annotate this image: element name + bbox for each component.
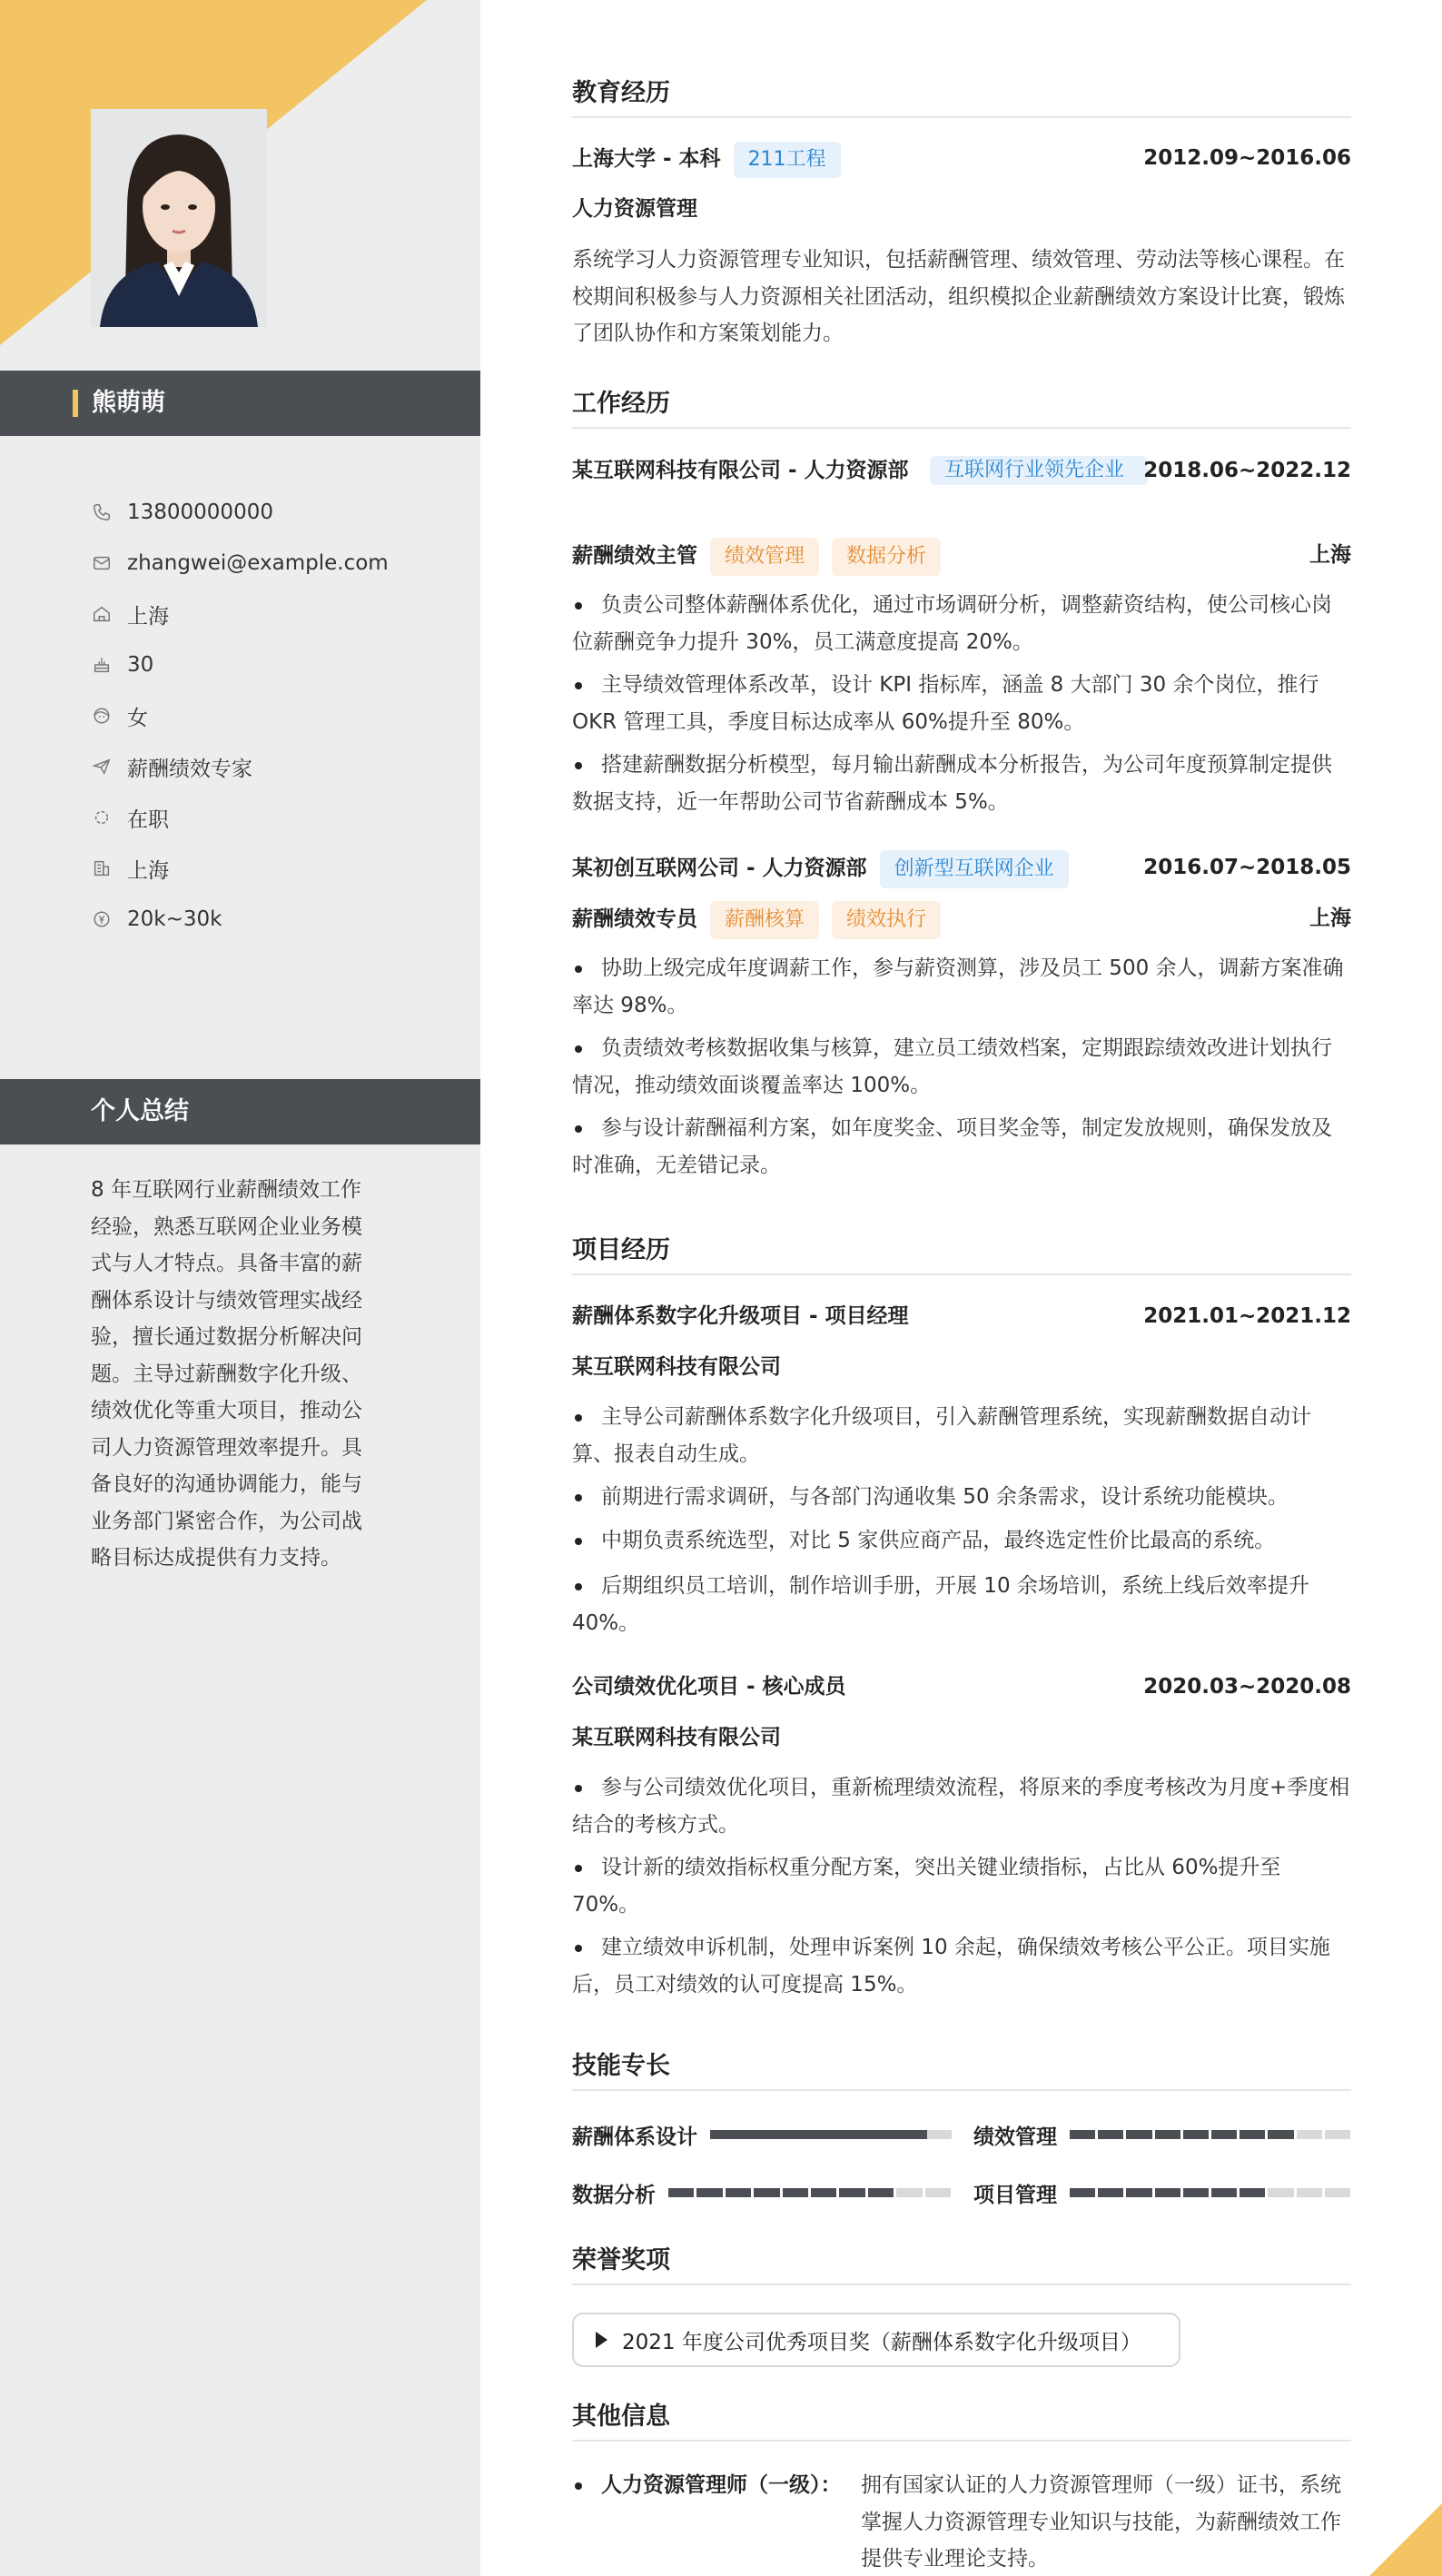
name-bar [0,371,480,436]
mail-icon [91,552,113,574]
education-title: 教育经历 [572,73,1351,118]
list-item-text: 设计新的绩效指标权重分配方案，突出关键业绩指标，占比从 60%提升至 70%。 [572,1856,1281,1917]
bullet-dot [575,762,582,769]
cake-icon [91,654,113,676]
list-item [572,950,1351,1024]
bullet-dot [575,1945,582,1952]
job-company-line [572,850,1069,888]
skill-item [572,2120,952,2149]
phone-icon [91,501,113,523]
skill-item [973,2120,1353,2149]
bullet-dot [575,1494,582,1501]
info-phone [91,487,389,538]
building-icon [91,857,113,879]
education-major: 人力资源管理 [572,197,697,221]
education-date: 2012.09~2016.06 [1143,146,1351,170]
list-item [572,587,1351,660]
skill-level-bar [1070,2130,1353,2139]
job-header [572,452,1351,525]
education-desc: 系统学习人力资源管理专业知识，包括薪酬管理、绩效管理、劳动法等核心课程。在校期间积极参与人力资源相关社团活动，组织模拟企业薪酬绩效方案设计比赛，锻炼了团队协作和方案策划能力。 [572,248,1345,345]
job-company: 某初创互联网公司 - 人力资源部 [572,857,867,880]
list-item-text: 建立绩效申诉机制，处理申诉案例 10 余起，确保绩效考核公平公正。项目实施后，员工对绩效的认可度提高 15%。 [572,1936,1330,1996]
bullet-dot [575,1865,582,1872]
list-item-text: 负责绩效考核数据收集与核算，建立员工绩效档案，定期跟踪绩效改进计划执行情况，推动绩效面谈覆盖率达 100%。 [572,1036,1332,1097]
candidate-name: 熊萌萌 [92,389,165,417]
info-location [91,589,389,639]
list-item-text: 参与公司绩效优化项目，重新梳理绩效流程，将原来的季度考核改为月度+季度相结合的考核方式。 [572,1776,1350,1837]
job-role-tag: 薪酬核算 [710,901,819,939]
summary-title: 个人总结 [91,1097,189,1125]
education-header [572,142,1351,174]
list-item [572,1479,1351,1516]
summary-text: 8 年互联网行业薪酬绩效工作经验，熟悉互联网企业业务模式与人才特点。具备丰富的薪酬体系设计与绩效管理实战经验，擅长通过数据分析解决问题。主导过薪酬数字化升级、绩效优化等重大项目，推动公司人力资源管理效率提升。具备良好的沟通协调能力，能与业务部门紧密合作，为公司战略目标达成提供有力支持。 [91,1178,362,1570]
bullet-dot [575,1045,582,1053]
education-tag: 211工程 [734,142,841,178]
info-location-value: 上海 [127,604,169,629]
list-item-text: 中期负责系统选型，对比 5 家供应商产品，最终选定性价比最高的系统。 [601,1529,1276,1552]
skill-name: 绩效管理 [973,2125,1057,2149]
bullet-dot [575,1125,582,1133]
job-role: 薪酬绩效主管 [572,544,697,568]
list-item [572,1030,1351,1104]
bullet-dot [575,602,582,609]
list-item-text: 后期组织员工培训，制作培训手册，开展 10 余场培训，系统上线后效率提升 40%。 [572,1574,1309,1635]
education-school: 上海大学 - 本科 [572,147,721,171]
face-icon [91,705,113,727]
list-item [572,1399,1351,1472]
info-age-value: 30 [127,653,154,677]
bullet-dot [575,1414,582,1422]
contact-info-list [91,487,389,945]
skills-title: 技能专长 [572,2046,1351,2091]
skill-level-bar [1070,2188,1353,2197]
project-name: 公司绩效优化项目 - 核心成员 [572,1675,846,1699]
other-value: 拥有国家认证的人力资源管理师（一级）证书，系统掌握人力资源管理专业知识与技能，为薪酬绩效工作提供专业理论支持。 [861,2473,1341,2571]
info-city [91,843,389,894]
job-role-wrap [572,538,941,576]
project-header [572,1299,1351,1333]
bullet-dot [575,1538,582,1545]
honors-title: 荣誉奖项 [572,2240,1351,2285]
list-item [572,667,1351,740]
skill-level-bar [668,2188,953,2197]
expand-triangle-icon [596,2332,607,2348]
work-title: 工作经历 [572,383,1351,429]
list-item-text: 主导绩效管理体系改革，设计 KPI 指标库，涵盖 8 大部门 30 余个岗位，推行 OKR 管理工具，季度目标达成率从 60%提升至 80%。 [572,673,1319,734]
name-accent-bar [73,390,78,417]
send-icon [91,756,113,778]
list-item-text: 负责公司整体薪酬体系优化，通过市场调研分析，调整薪资结构，使公司核心岗位薪酬竞争力提升 30%，员工满意度提高 20%。 [572,593,1332,654]
info-city-value: 上海 [127,858,169,883]
bullet-dot [575,966,582,973]
job-city: 上海 [1309,907,1351,930]
project-company: 某互联网科技有限公司 [572,1355,781,1379]
decorative-corner [1369,2503,1442,2576]
award-text: 2021 年度公司优秀项目奖（薪酬体系数字化升级项目） [622,2330,1141,2354]
job-tag: 互联网行业领先企业 [930,456,1148,485]
job-role-tag: 数据分析 [832,538,941,576]
list-item [572,1929,1351,2003]
list-item [572,1849,1351,1923]
bullet-dot [575,682,582,689]
home-icon [91,603,113,625]
info-salary [91,894,389,945]
info-email-value: zhangwei@example.com [127,551,389,575]
salary-icon [91,908,113,930]
skill-item [973,2178,1353,2207]
info-position [91,741,389,792]
list-item [572,1522,1351,1560]
list-item-text: 主导公司薪酬体系数字化升级项目，引入薪酬管理系统，实现薪酬数据自动计算、报表自动生成。 [572,1405,1311,1466]
job-role-tag: 绩效执行 [832,901,941,939]
skill-item [572,2178,953,2207]
info-gender-value: 女 [127,706,148,730]
job-role-tag: 绩效管理 [710,538,819,576]
skill-segments [668,2188,953,2197]
skill-name: 项目管理 [973,2183,1057,2207]
job-role-line [572,901,1351,936]
list-item-text: 搭建薪酬数据分析模型，每月输出薪酬成本分析报告，为公司年度预算制定提供数据支持，近一年帮助公司节省薪酬成本 5%。 [572,753,1332,814]
info-phone-value: 13800000000 [127,500,273,524]
info-gender [91,690,389,741]
project-date: 2021.01~2021.12 [1143,1304,1351,1328]
job-header [572,850,1351,885]
info-age [91,639,389,690]
bullet-dot [575,1785,582,1792]
skill-segments [1070,2188,1353,2197]
project-name: 薪酬体系数字化升级项目 - 项目经理 [572,1304,909,1328]
info-email [91,538,389,589]
job-role-wrap [572,901,941,939]
avatar [91,109,267,327]
job-role-line [572,538,1351,572]
job-company: 某互联网科技有限公司 - 人力资源部 [572,459,909,482]
list-item-text: 协助上级完成年度调薪工作，参与薪资测算，涉及员工 500 余人，调薪方案准确率达 98%。 [572,956,1344,1017]
skill-level-fill [710,2130,927,2139]
project-company: 某互联网科技有限公司 [572,1726,781,1749]
job-date: 2016.07~2018.05 [1143,856,1351,879]
award-item[interactable] [572,2313,1180,2367]
education-school-line [572,142,841,178]
other-key: 人力资源管理师（一级）： [601,2473,842,2497]
project-header [572,1669,1351,1704]
summary-header [0,1079,480,1144]
skill-segments [1070,2130,1353,2139]
list-item [572,747,1351,820]
other-title: 其他信息 [572,2396,1351,2442]
job-date: 2018.06~2022.12 [1143,459,1351,482]
list-item-text: 前期进行需求调研，与各部门沟通收集 50 余条需求，设计系统功能模块。 [601,1485,1289,1509]
job-city: 上海 [1309,543,1351,567]
skill-level-bar [710,2130,952,2139]
bullet-dot [575,2482,582,2490]
list-item [572,1110,1351,1184]
info-status-value: 在职 [127,807,169,832]
project-date: 2020.03~2020.08 [1143,1675,1351,1699]
job-tag: 创新型互联网企业 [880,850,1069,888]
skill-name: 数据分析 [572,2183,656,2207]
list-item [572,1568,1351,1641]
info-position-value: 薪酬绩效专家 [127,757,252,781]
status-icon [91,807,113,828]
skill-name: 薪酬体系设计 [572,2125,697,2149]
info-status [91,792,389,843]
sidebar [0,0,480,2576]
info-salary-value: 20k~30k [127,907,222,931]
list-item [572,1769,1351,1843]
list-item-text: 参与设计薪酬福利方案，如年度奖金、项目奖金等，制定发放规则，确保发放及时准确，无差错记录。 [572,1116,1332,1177]
bullet-dot [575,1583,582,1590]
projects-title: 项目经历 [572,1230,1351,1275]
job-role: 薪酬绩效专员 [572,907,697,931]
